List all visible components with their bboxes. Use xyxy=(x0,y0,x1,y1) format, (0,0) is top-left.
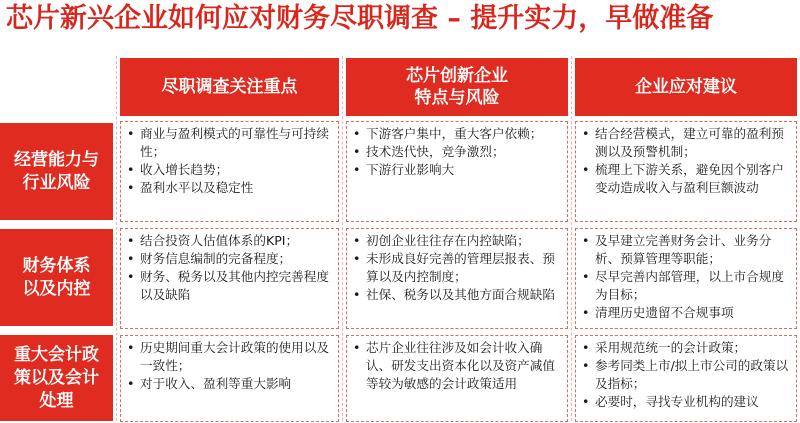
bullet-item: • 参考同类上市/拟上市公司的政策以及指标； xyxy=(582,357,790,393)
bullet-item: • 财务信息编制的完备程度； xyxy=(127,250,332,268)
cell-row3-col3 xyxy=(575,335,797,422)
column-header-label: 尽职调查关注重点 xyxy=(161,77,298,97)
column-header-chip-features-risks xyxy=(346,58,568,116)
cell-row2-col1 xyxy=(120,228,339,329)
cell-row1-col2 xyxy=(346,121,568,222)
bullet-item: • 对于收入、盈利等重大影响 xyxy=(127,375,332,393)
bullet-item: • 结合经营模式，建立可靠的盈利预测以及预警机制； xyxy=(582,125,790,161)
bullet-item: • 技术迭代快，竞争激烈； xyxy=(353,143,561,161)
bullet-item: • 采用规范统一的会计政策； xyxy=(582,339,790,357)
row-header-accounting-policies xyxy=(0,335,113,421)
cell-row1-col3 xyxy=(575,121,797,222)
bullet-item: • 结合投资人估值体系的KPI； xyxy=(127,232,332,250)
column-divider xyxy=(116,56,118,421)
row-header-label: 重大会计政 策以及会计 处理 xyxy=(14,344,99,411)
row-header-finance-internal-control xyxy=(0,229,113,326)
column-header-label: 芯片创新企业 特点与风险 xyxy=(406,66,508,108)
cell-row1-col1 xyxy=(120,121,339,222)
bullet-item: • 及早建立完善财务会计、业务分析、预算管理等职能； xyxy=(582,232,790,268)
bullet-item: • 尽早完善内部管理，以上市合规度为目标； xyxy=(582,268,790,304)
row-header-label: 经营能力与 行业风险 xyxy=(14,149,99,193)
bullet-item: • 清理历史遗留不合规事项 xyxy=(582,304,790,322)
bullet-item: • 未形成良好完善的管理层报表、预算以及内控制度； xyxy=(353,250,561,286)
column-header-label: 企业应对建议 xyxy=(635,77,737,97)
bullet-item: • 盈利水平以及稳定性 xyxy=(127,179,332,197)
cell-row3-col2 xyxy=(346,335,568,422)
bullet-item: • 商业与盈利模式的可靠性与可持续性； xyxy=(127,125,332,161)
cell-row2-col2 xyxy=(346,228,568,329)
column-divider xyxy=(571,56,573,421)
bullet-item: • 财务、税务以及其他内控完善程度以及缺陷 xyxy=(127,268,332,304)
cell-row3-col1 xyxy=(120,335,339,422)
column-divider xyxy=(342,56,344,421)
column-header-enterprise-advice xyxy=(575,58,797,116)
bullet-item: • 必要时，寻找专业机构的建议 xyxy=(582,393,790,411)
cell-row2-col3 xyxy=(575,228,797,329)
bullet-item: • 下游客户集中，重大客户依赖； xyxy=(353,125,561,143)
row-header-operating-industry-risk xyxy=(0,123,113,220)
bullet-item: • 历史期间重大会计政策的使用以及一致性； xyxy=(127,339,332,375)
bullet-item: • 梳理上下游关系，避免因个别客户变动造成收入与盈利巨额波动 xyxy=(582,161,790,197)
bullet-item: • 下游行业影响大 xyxy=(353,161,561,179)
bullet-item: • 芯片企业往往涉及如会计收入确认、研发支出资本化以及资产减值等较为敏感的会计政策适用 xyxy=(353,339,561,393)
column-header-due-diligence-focus xyxy=(120,58,339,116)
bullet-item: • 初创企业往往存在内控缺陷； xyxy=(353,232,561,250)
bullet-item: • 收入增长趋势； xyxy=(127,161,332,179)
bullet-item: • 社保、税务以及其他方面合规缺陷 xyxy=(353,286,561,304)
row-header-label: 财务体系 以及内控 xyxy=(22,255,91,299)
page-title: 芯片新兴企业如何应对财务尽职调查 – 提升实力，早做准备 xyxy=(6,3,714,34)
